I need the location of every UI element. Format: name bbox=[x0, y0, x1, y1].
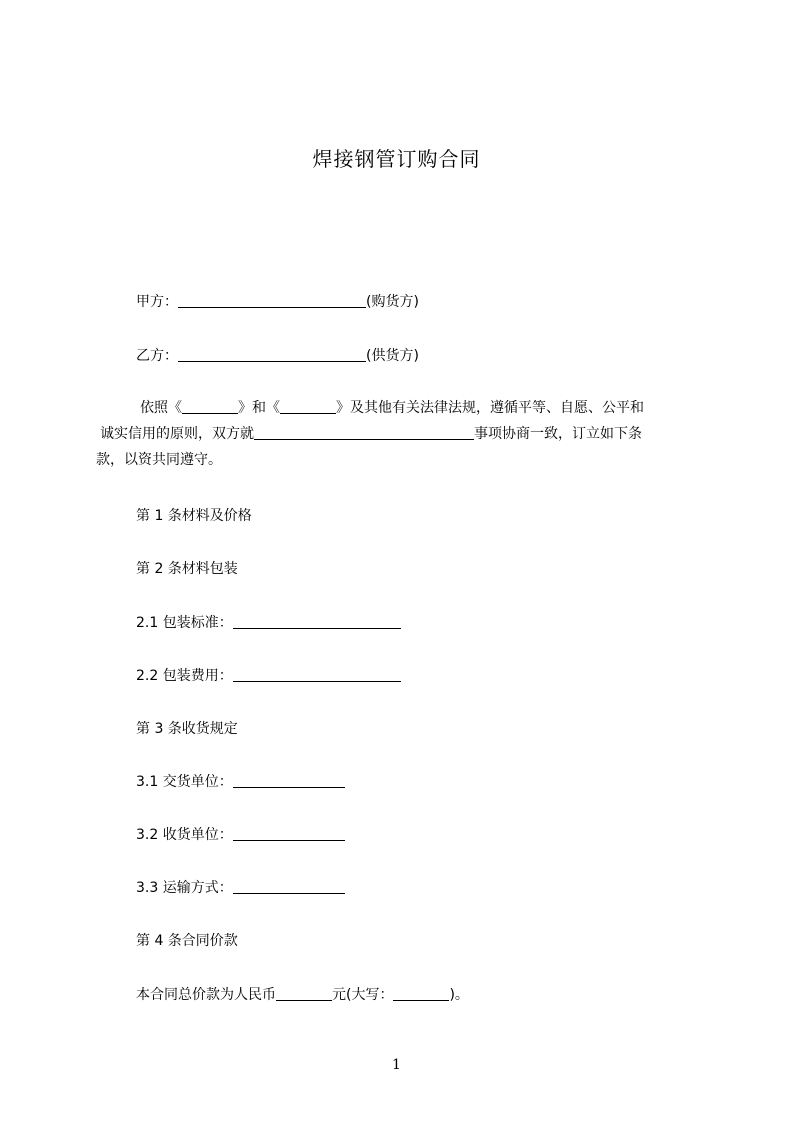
clause-2-2-label: 2.2 包装费用： bbox=[136, 668, 233, 684]
price-amount-blank[interactable] bbox=[276, 986, 332, 1001]
preamble-text: 依照《 bbox=[140, 400, 182, 416]
preamble-text: 款，以资共同遵守。 bbox=[96, 452, 222, 468]
clause-3-3-label: 3.3 运输方式： bbox=[136, 880, 233, 896]
preamble-text: 事项协商一致，订立如下条 bbox=[474, 426, 642, 442]
preamble-line-3 bbox=[96, 447, 706, 473]
law-name-blank-2[interactable] bbox=[280, 399, 336, 414]
preamble-text: 诚实信用的原则，双方就 bbox=[100, 426, 254, 442]
clause-2-heading: 第 2 条材料包装 bbox=[136, 561, 238, 577]
preamble-paragraph bbox=[96, 395, 706, 473]
clause-3-1-line bbox=[136, 771, 345, 791]
party-b-role: (供货方) bbox=[366, 348, 419, 364]
party-a-line bbox=[136, 291, 419, 311]
clause-2-1-label: 2.1 包装标准： bbox=[136, 615, 233, 631]
clause-3-3-line bbox=[136, 877, 345, 897]
clause-3-heading: 第 3 条收货规定 bbox=[136, 721, 238, 737]
delivery-unit-blank[interactable] bbox=[233, 773, 345, 788]
transport-method-blank[interactable] bbox=[233, 879, 345, 894]
party-a-label: 甲方： bbox=[136, 294, 178, 310]
clause-2-2-line bbox=[136, 665, 401, 685]
party-b-blank[interactable] bbox=[178, 347, 366, 362]
party-a-blank[interactable] bbox=[178, 293, 366, 308]
clause-1-heading: 第 1 条材料及价格 bbox=[136, 508, 252, 524]
clause-3-2-line bbox=[136, 824, 345, 844]
receiving-unit-blank[interactable] bbox=[233, 826, 345, 841]
document-title: 焊接钢管订购合同 bbox=[312, 147, 481, 171]
price-text: 元(大写： bbox=[332, 987, 394, 1003]
price-text: )。 bbox=[449, 987, 469, 1003]
clause-4-heading: 第 4 条合同价款 bbox=[136, 933, 238, 949]
preamble-line-2 bbox=[96, 421, 706, 447]
price-text: 本合同总价款为人民币 bbox=[136, 987, 276, 1003]
party-b-label: 乙方： bbox=[136, 348, 178, 364]
price-capital-blank[interactable] bbox=[393, 986, 449, 1001]
clause-4-text bbox=[136, 984, 469, 1004]
packaging-fee-blank[interactable] bbox=[233, 667, 401, 682]
law-name-blank-1[interactable] bbox=[182, 399, 238, 414]
packaging-standard-blank[interactable] bbox=[233, 614, 401, 629]
page-number: 1 bbox=[392, 1057, 401, 1073]
clause-3-2-label: 3.2 收货单位： bbox=[136, 827, 233, 843]
preamble-text: 》和《 bbox=[238, 400, 280, 416]
preamble-line-1 bbox=[96, 395, 706, 421]
party-b-line bbox=[136, 345, 419, 365]
party-a-role: (购货方) bbox=[366, 294, 419, 310]
matter-blank[interactable] bbox=[254, 425, 474, 440]
clause-2-1-line bbox=[136, 612, 401, 632]
preamble-text: 》及其他有关法律法规，遵循平等、自愿、公平和 bbox=[336, 400, 644, 416]
clause-3-1-label: 3.1 交货单位： bbox=[136, 774, 233, 790]
